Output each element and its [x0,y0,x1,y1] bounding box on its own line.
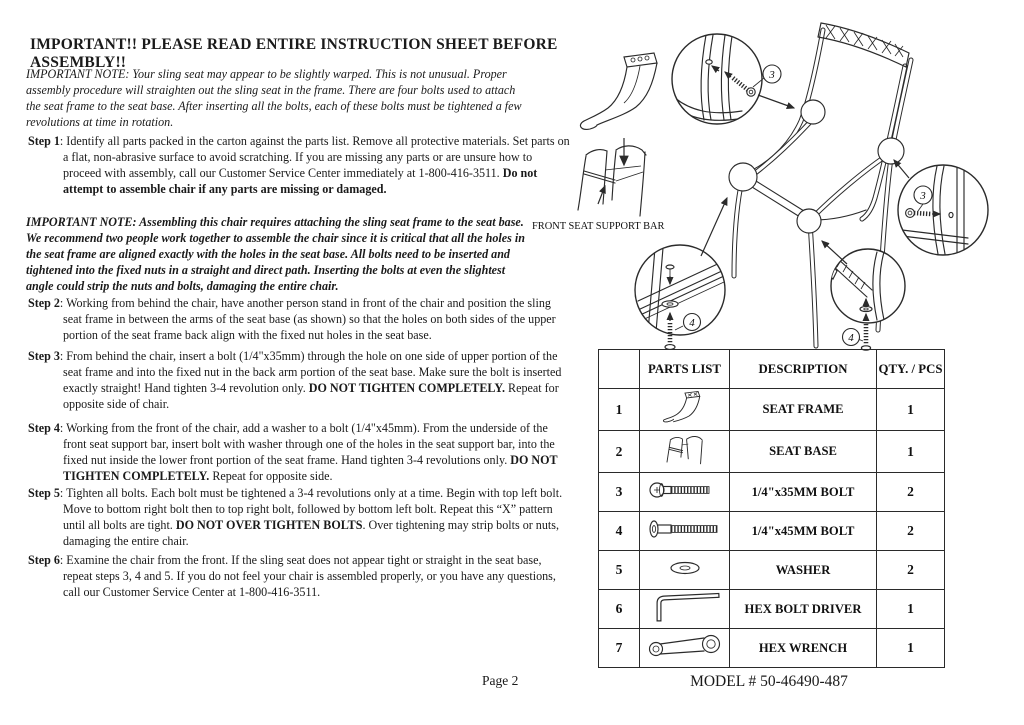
part-description: 1/4"x45MM BOLT [730,512,877,551]
seat-frame-icon [650,389,720,425]
step-text: : Working from the front of the chair, add a washer to a bolt (1/4"x45mm). From the underside of the front seat support bar, insert bolt with washer through one of the holes in the seat support bar, into the fixed nut inside the lower front portion of the seat frame. Hand tighten 3-4 revolutions only. [59,421,555,467]
part-number: 7 [599,629,640,668]
part-number: 1 [599,389,640,431]
part-description: HEX BOLT DRIVER [730,590,877,629]
washer [662,301,678,307]
hex-bolt-driver-icon [645,591,725,623]
step-tail-text: . Over tightening may strip bolts or nuts, damaging the entire chair. [63,517,559,548]
part-number: 5 [599,551,640,590]
step-label: Step 2 [28,296,60,310]
lattice-top-band [818,23,909,67]
bolt-35mm-icon [647,479,723,501]
step-label: Step 6 [28,553,60,567]
step-bold-text: Do not attempt to assemble chair if any parts are missing or damaged. [63,165,538,196]
table-row [599,590,945,629]
step-6 [28,553,570,601]
part-description: SEAT BASE [730,431,877,473]
parts-table [598,349,945,668]
step-4 [28,421,570,485]
step-text: : Identify all parts packed in the carton against the parts list. Remove all protective materials. Set parts on a flat, non-abrasive surface to avoid scratching. If you are missing any parts or are unsure how to proceed with assembly, call our Customer Service Center immediately at 1-800-416-3511. [59,134,570,180]
part-qty: 2 [877,551,945,590]
header-parts-list: PARTS LIST [640,350,730,389]
step-text: : Tighten all bolts. Each bolt must be tightened a 3-4 revolutions only at a time. Begin with top left bolt. Move to bottom right bolt then to top right bolt, followed by bottom left bolt. Repeat this “X” pattern until all bolts are tight. [59,486,563,532]
page-number: Page 2 [482,673,519,688]
part-description: HEX WRENCH [730,629,877,668]
part-qty: 1 [877,431,945,473]
seat-frame-sketch [580,53,657,129]
step-tail-text: Repeat for opposite side. [209,468,333,483]
important-note-intro: IMPORTANT NOTE: Your sling seat may appear to be slightly warped. This is not unusual. Proper assembly procedure will straighten out the sling seat in the frame. There are four bolts used to attach the seat frame to the seat base. After inserting all the bolts, each of these bolts must be tightened a few revolutions at time in rotation. [26,67,522,129]
washer [860,306,872,311]
step-text: : Working from behind the chair, have another person stand in front of the chair and position the sling seat frame in between the arms of the seat base (as shown) so that the holes on both sides of the upper portion of the seat frame back align with the fixed nut holes in the seat base. [59,296,556,342]
step-2 [28,296,570,344]
important-note-assembly: IMPORTANT NOTE: Assembling this chair requires attaching the sling seat frame to the seat base. We recommend two people work together to assemble the chair since it is critical that all the holes in the seat frame are aligned exactly with the holes in the seat base. All bolts need to be inserted and tightened into the fixed nuts in a straight and direct path. Inserting the bolts at even the slightest angle could strip the nuts and bolts, damaging the entire chair. [26,215,525,293]
part-qty: 1 [877,389,945,431]
part-number: 3 [599,473,640,512]
part-qty: 2 [877,473,945,512]
part-qty: 2 [877,512,945,551]
part-number: 6 [599,590,640,629]
zoom-source-ring [729,163,757,191]
step-5 [28,486,570,550]
washer-icon [655,556,715,580]
bolt-45mm-icon [645,518,725,540]
step-text: : From behind the chair, insert a bolt (1/4"x35mm) through the hole on one side of upper portion of the seat frame and into the fixed nut in the back arm portion of the seat base. Make sure the bolt is inserted exactly straight! Hand tighten 3-4 revolution only. [59,349,562,395]
part-qty: 1 [877,629,945,668]
callout-number-3: 3 [920,190,926,202]
zoom-source-ring [797,209,821,233]
header-qty: QTY. / PCS [877,350,945,389]
page-title: IMPORTANT!! PLEASE READ ENTIRE INSTRUCTION SHEET BEFORE ASSEMBLY!! [30,36,558,71]
step-text: : Examine the chair from the front. If the sling seat does not appear tight or straight in the seat base, repeat steps 3, 4 and 5. If you do not feel your chair is assembled properly, or you have any questions, call our Customer Service Center at 1-800-416-3511. [59,553,556,599]
part-number: 2 [599,431,640,473]
callout-number-4: 4 [689,317,695,329]
header-num [599,350,640,389]
step-3 [28,349,570,413]
parts-table-header [599,350,945,389]
table-row [599,389,945,431]
callout-right-back-bolt [894,160,988,255]
hex-wrench-icon [645,633,725,659]
part-description: WASHER [730,551,877,590]
seat-base-sketch [578,146,646,216]
callout-number-4: 4 [848,332,854,344]
header-description: DESCRIPTION [730,350,877,389]
step-1 [28,134,570,198]
step-bold-text: DO NOT OVER TIGHTEN BOLTS [175,517,363,532]
seat-base-icon [650,431,720,467]
step-bold-text: DO NOT TIGHTEN COMPLETELY. [63,452,558,483]
step-tail-text: Repeat for opposite side of chair. [63,380,559,411]
table-row [599,551,945,590]
table-row [599,512,945,551]
part-description: 1/4"x35MM BOLT [730,473,877,512]
table-row [599,473,945,512]
front-seat-support-bar-label: FRONT SEAT SUPPORT BAR [532,221,665,232]
table-row [599,629,945,668]
part-qty: 1 [877,590,945,629]
zoom-source-ring [878,138,904,164]
table-row [599,431,945,473]
step-label: Step 5 [28,486,60,500]
zoom-source-ring [801,100,825,124]
assembly-diagram [520,8,1024,353]
part-number: 4 [599,512,640,551]
step-label: Step 4 [28,421,60,435]
callout-number-3: 3 [769,69,775,81]
part-description: SEAT FRAME [730,389,877,431]
callout-front-right-bolt [822,241,905,350]
step-bold-text: DO NOT TIGHTEN COMPLETELY. [308,380,505,395]
step-label: Step 3 [28,349,60,363]
callout-upper-back-bolt [672,34,794,124]
model-number: MODEL # 50-46490-487 [690,673,848,690]
step-label: Step 1 [28,134,60,148]
